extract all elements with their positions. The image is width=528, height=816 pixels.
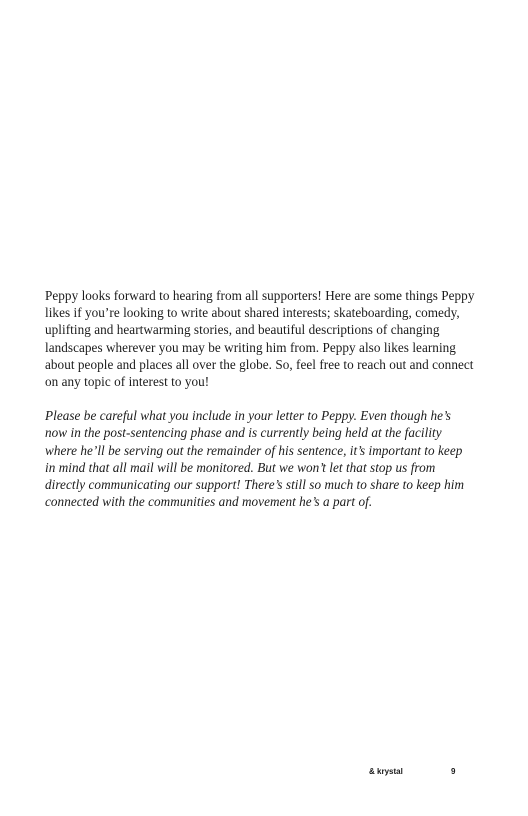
footer-brand: & krystal [369, 767, 403, 776]
intro-paragraph: Peppy looks forward to hearing from all supporters! Here are some things Peppy likes if you’re looking to write about shared interests; skateboarding, comedy, uplifting and heartwarming stories, and beautiful descriptions of changing landscapes wherever you may be writing him from. Peppy also likes learning about people and places all over the globe. So, feel free to reach out and connect on any topic of interest to you! [45, 288, 475, 390]
page-footer [0, 767, 528, 781]
page-number: 9 [451, 767, 456, 776]
body-content [45, 287, 475, 510]
caution-paragraph: Please be careful what you include in your letter to Peppy. Even though he’s now in the post-sentencing phase and is currently being held at the facility where he’ll be serving out the remainder of his sentence, it’s important to keep in mind that all mail will be monitored. But we won’t let that stop us from directly communicating our support! There’s still so much to share to keep him connected with the communities and movement he’s a part of. [45, 408, 465, 510]
